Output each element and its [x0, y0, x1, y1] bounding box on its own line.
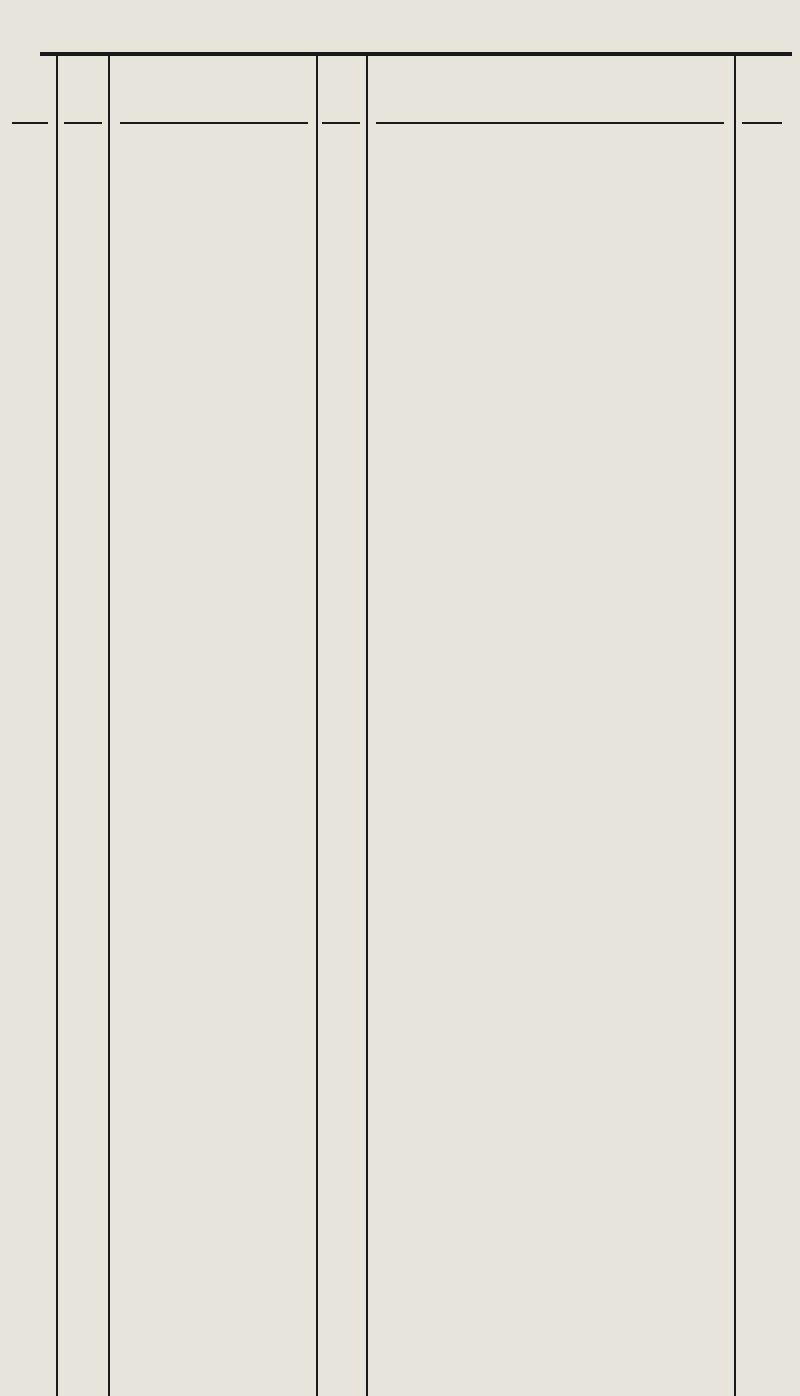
header-rule	[376, 122, 724, 124]
col-header-name	[110, 58, 316, 128]
header-rule	[12, 122, 48, 124]
column-rule	[366, 56, 368, 1396]
header-rule	[322, 122, 360, 124]
column-rule	[734, 56, 736, 1396]
header-rule	[742, 122, 782, 124]
col-header-num	[12, 62, 52, 122]
top-rule	[40, 52, 792, 56]
col-header-side	[744, 62, 784, 122]
column-rule	[316, 56, 318, 1396]
col-header-astro	[368, 58, 734, 128]
header-rule	[64, 122, 102, 124]
page-header	[0, 0, 800, 48]
column-rule	[56, 56, 58, 1396]
header-rule	[120, 122, 308, 124]
column-rule	[108, 56, 110, 1396]
col-header-day	[62, 62, 102, 122]
col-header-moon	[320, 62, 360, 122]
